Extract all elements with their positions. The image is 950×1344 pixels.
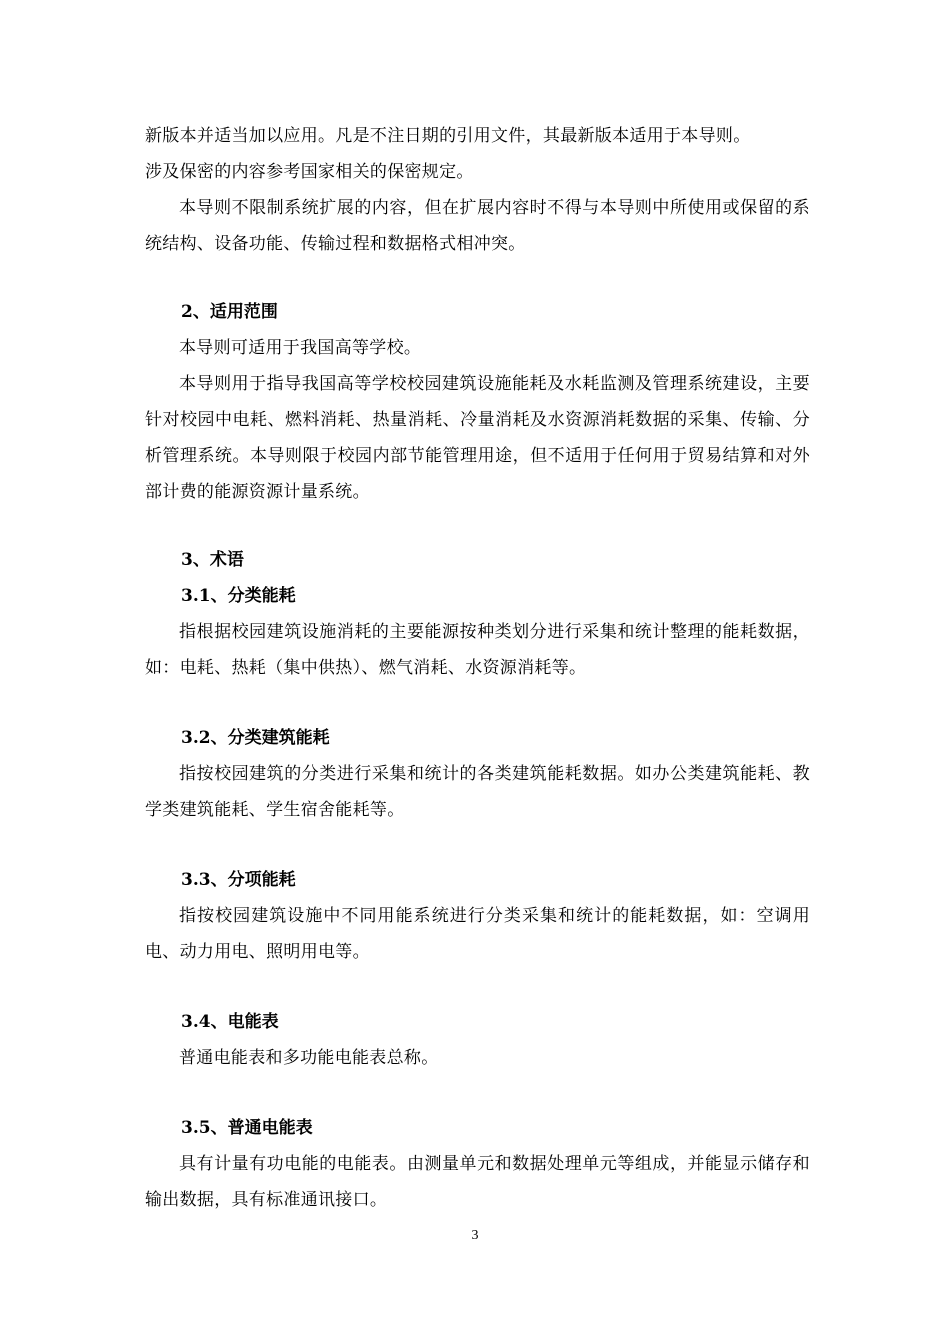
page-content <box>145 118 810 1218</box>
term-3-3-heading: 3.3、分项能耗 <box>181 870 296 890</box>
term-3-5-body: 具有计量有功电能的电能表。由测量单元和数据处理单元等组成，并能显示储存和输出数据，具有标准通讯接口。 <box>145 1154 810 1210</box>
term-3-1-heading: 3.1、分类能耗 <box>181 586 296 606</box>
term-3-2-heading: 3.2、分类建筑能耗 <box>181 728 330 748</box>
term-3-2-body: 指按校园建筑的分类进行采集和统计的各类建筑能耗数据。如办公类建筑能耗、教学类建筑能耗、学生宿舍能耗等。 <box>145 764 810 820</box>
section-2-paragraph-1: 本导则可适用于我国高等学校。 <box>179 338 422 358</box>
term-3-3-body: 指按校园建筑设施中不同用能系统进行分类采集和统计的能耗数据，如：空调用电、动力用电、照明用电等。 <box>145 906 810 962</box>
section-2-heading: 2、适用范围 <box>181 302 278 322</box>
intro-line-2: 涉及保密的内容参考国家相关的保密规定。 <box>145 162 474 182</box>
intro-line-1: 新版本并适当加以应用。凡是不注日期的引用文件，其最新版本适用于本导则。 <box>145 126 751 146</box>
term-3-1-body: 指根据校园建筑设施消耗的主要能源按种类划分进行采集和统计整理的能耗数据，如：电耗、热耗（集中供热）、燃气消耗、水资源消耗等。 <box>145 622 810 678</box>
page-number: 3 <box>471 1228 479 1243</box>
term-3-4-heading: 3.4、电能表 <box>181 1012 279 1032</box>
section-2-paragraph-2: 本导则用于指导我国高等学校校园建筑设施能耗及水耗监测及管理系统建设，主要针对校园中电耗、燃料消耗、热量消耗、冷量消耗及水资源消耗数据的采集、传输、分析管理系统。本导则限于校园内部节能管理用途，但不适用于任何用于贸易结算和对外部计费的能源资源计量系统。 <box>145 374 810 502</box>
term-3-5-heading: 3.5、普通电能表 <box>181 1118 313 1138</box>
term-3-4-body: 普通电能表和多功能电能表总称。 <box>179 1048 439 1068</box>
intro-paragraph: 本导则不限制系统扩展的内容，但在扩展内容时不得与本导则中所使用或保留的系统结构、设备功能、传输过程和数据格式相冲突。 <box>145 198 810 254</box>
section-3-heading: 3、术语 <box>181 550 244 570</box>
